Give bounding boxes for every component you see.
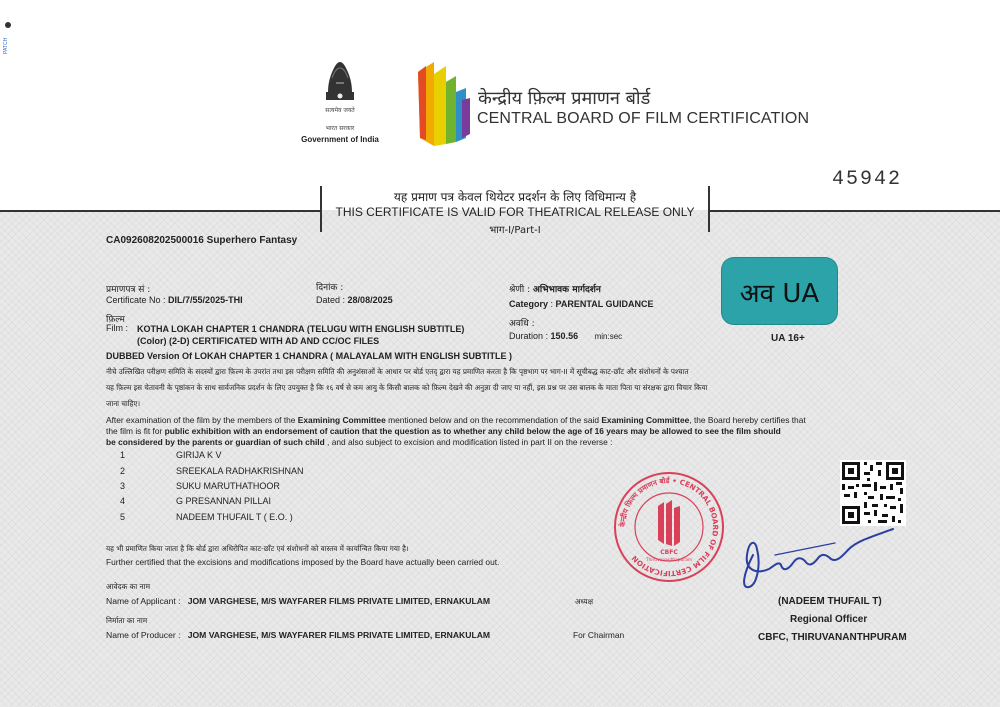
- date-row: Dated : 28/08/2025: [316, 295, 393, 305]
- emblem-label: Government of India: [301, 135, 379, 144]
- officer-signature: [735, 525, 905, 595]
- duration-value: 150.56: [550, 331, 579, 341]
- duration-row: Duration : 150.56 min:sec: [509, 331, 623, 341]
- officer-office: CBFC, THIRUVANANTHPURAM: [758, 632, 907, 643]
- list-item: 5 NADEEM THUFAIL T ( E.O. ): [120, 512, 293, 522]
- validity-part: भाग-I/Part-I: [489, 225, 541, 236]
- board-name-english: CENTRAL BOARD OF FILM CERTIFICATION: [477, 110, 810, 127]
- applicant-value: JOM VARGHESE, M/S WAYFARER FILMS PRIVATE LIMITED, ERNAKULAM: [187, 596, 491, 606]
- emblem-motto: सत्यमेव जयते: [325, 107, 355, 114]
- applicant-hindi: आवेदक का नाम: [106, 582, 150, 591]
- board-name-hindi: केन्द्रीय फ़िल्म प्रमाणन बोर्ड: [478, 88, 651, 109]
- hindi-para-line3: जाना चाहिए।: [106, 399, 141, 408]
- list-item: 3 SUKU MARUTHATHOOR: [120, 481, 280, 491]
- committee-list: [120, 450, 420, 530]
- category-row: Category : PARENTAL GUIDANCE: [509, 299, 654, 309]
- validity-hindi: यह प्रमाण पत्र केवल थियेटर प्रदर्शन के लिए विधिमान्य है: [393, 190, 637, 204]
- film-title-line2: (Color) (2-D) CERTIFICATED WITH AD AND CC/OC FILES: [137, 336, 380, 346]
- seal-inner-bottom: Thiruvananthapuram: [645, 558, 693, 563]
- ashoka-emblem-icon: [320, 58, 360, 106]
- cert-no-hindi: प्रमाणपत्र सं :: [106, 285, 151, 295]
- seal-outer-text: केन्द्रीय फ़िल्म प्रमाणन बोर्ड • CENTRAL BOARD OF FILM CERTIFICATION: [617, 475, 721, 579]
- rule-left: [0, 210, 322, 212]
- english-para-line2: the film is fit for public exhibition with an endorsement of caution that the question as to whether any child below the age of 16 years may be allowed to see the film should: [106, 426, 781, 436]
- list-item: 4 G PRESANNAN PILLAI: [120, 496, 272, 506]
- seal-logo-icon: [658, 500, 680, 546]
- rule-right: [708, 210, 1000, 212]
- further-english: Further certified that the excisions and modifications imposed by the Board have actually been carried out.: [106, 557, 500, 567]
- record-code: CA092608202500016 Superhero Fantasy: [106, 235, 298, 246]
- serial-number: 45942: [832, 168, 903, 191]
- date-hindi: दिनांक :: [316, 283, 344, 293]
- english-para-line1: After examination of the film by the members of the Examining Committee mentioned below and on the recommendation of the said Examining Committee, the Board hereby certifies that: [106, 415, 806, 425]
- emblem-block: [300, 58, 380, 150]
- category-hindi-row: श्रेणी : अभिभावक मार्गदर्शन: [509, 285, 601, 295]
- producer-row: Name of Producer : JOM VARGHESE, M/S WAYFARER FILMS PRIVATE LIMITED, ERNAKULAM: [106, 630, 491, 640]
- seal-inner-top: CBFC: [660, 549, 678, 556]
- film-hindi: फ़िल्म: [106, 315, 125, 325]
- cert-no-value: DIL/7/55/2025-THI: [168, 295, 243, 305]
- chair-hindi: अध्यक्ष: [575, 597, 594, 606]
- further-hindi: यह भी प्रमाणित किया जाता है कि बोर्ड द्वारा अधिरोपित काट-छाँट एवं संशोधनों को वास्तव में कार्यान्वित किया गया है।: [106, 544, 409, 553]
- date-value: 28/08/2025: [347, 295, 393, 305]
- validity-english: THIS CERTIFICATE IS VALID FOR THEATRICAL RELEASE ONLY: [335, 205, 695, 219]
- emblem-hindi: भारत सरकार: [325, 125, 355, 132]
- category-value: PARENTAL GUIDANCE: [555, 299, 654, 309]
- side-mark: PATCH: [3, 20, 13, 80]
- hindi-para-line1: नीचे उल्लिखित परीक्षण समिति के सदस्यों द्वारा फ़िल्म के उपरांत तथा इस परीक्षण समिति की अनुशंसाओं के आधार पर बोर्ड एतद् द्वारा यह प्रमाणित करता है कि पृष्ठभाग पर भाग-II में सूचीबद्ध काट-छाँट और संशोधनों के पश्चात: [106, 367, 689, 376]
- cbfc-seal: [612, 470, 726, 584]
- hindi-para-line2: यह फ़िल्म इस चेतावनी के पृष्ठांकन के साथ सार्वजनिक प्रदर्शन के लिए उपयुक्त है कि १६ वर्ष से कम आयु के किसी बालक को फ़िल्म देखने की अनुज्ञा दी जाए या नहीं, इस प्रश्न पर उस बालक के माता पिता या संरक्षक द्वारा विचार किया: [106, 383, 708, 392]
- qr-code-icon: [840, 460, 906, 526]
- rating-label: UA 16+: [771, 333, 805, 344]
- applicant-row: Name of Applicant : JOM VARGHESE, M/S WAYFARER FILMS PRIVATE LIMITED, ERNAKULAM: [106, 596, 491, 606]
- cert-no-row: Certificate No : DIL/7/55/2025-THI: [106, 295, 243, 305]
- producer-value: JOM VARGHESE, M/S WAYFARER FILMS PRIVATE LIMITED, ERNAKULAM: [187, 630, 491, 640]
- bracket-right: [708, 186, 710, 232]
- film-label: Film :: [106, 323, 129, 333]
- chair-english: For Chairman: [573, 630, 625, 640]
- cbfc-logo-icon: [412, 54, 472, 150]
- film-title-line1: KOTHA LOKAH CHAPTER 1 CHANDRA (TELUGU WITH ENGLISH SUBTITLE): [137, 324, 465, 334]
- duration-hindi: अवधि :: [509, 319, 535, 329]
- officer-name: (NADEEM THUFAIL T): [778, 596, 882, 607]
- dubbed-line: DUBBED Version Of LOKAH CHAPTER 1 CHANDRA ( MALAYALAM WITH ENGLISH SUBTITLE ): [106, 351, 513, 361]
- list-item: 2 SREEKALA RADHAKRISHNAN: [120, 466, 304, 476]
- list-item: 1 GIRIJA K V: [120, 450, 222, 460]
- rating-badge: [722, 258, 837, 324]
- producer-hindi: निर्माता का नाम: [106, 616, 148, 625]
- rating-badge-text: अव UA: [739, 279, 820, 309]
- english-para-line3: be considered by the parents or guardian of such child , and also subject to excision and modification listed in part II on the reverse :: [106, 437, 613, 447]
- officer-title: Regional Officer: [790, 614, 868, 625]
